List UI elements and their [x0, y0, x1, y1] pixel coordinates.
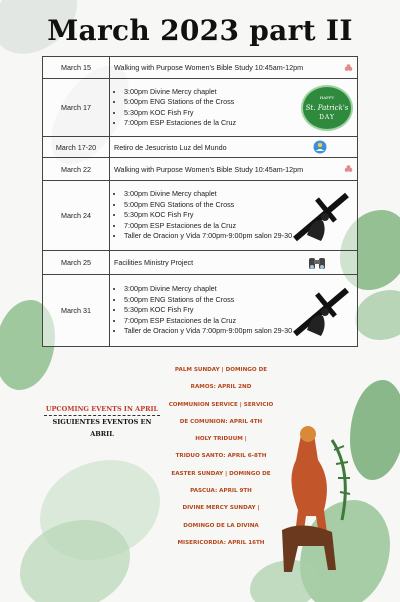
event-date: March 31	[43, 275, 110, 347]
list-item: • 5:00pm ENG Stations of the Cross	[124, 97, 353, 107]
upcoming-heading-en: UPCOMING EVENTS IN APRIL	[44, 403, 160, 416]
event-date: March 25	[43, 251, 110, 275]
st-patricks-day-badge-icon	[301, 85, 353, 131]
list-item: • 5:30pm KOC Fish Fry	[124, 210, 353, 220]
upcoming-events-box	[44, 403, 160, 440]
table-row	[43, 251, 358, 275]
list-item: HOLY TRIDUUM |	[195, 436, 247, 443]
shamrock-icon	[344, 63, 353, 72]
list-item: DOMINGO DE LA DIVINA	[183, 522, 259, 529]
event-date: March 17	[43, 79, 110, 137]
event-date: March 22	[43, 158, 110, 181]
upcoming-heading-es: SIGUIENTES EVENTOS EN ABRIL	[52, 418, 152, 438]
list-item: PALM SUNDAY | DOMINGO DE	[174, 367, 268, 373]
event-details	[110, 137, 358, 158]
table-row	[43, 275, 358, 347]
list-item: • Taller de Oracion y Vida 7:00pm-9:00pm salon 29-30	[124, 231, 353, 241]
event-item: Retiro de Jesucristo Luz del Mundo	[114, 142, 227, 152]
event-date: March 24	[43, 181, 110, 251]
list-item: EASTER SUNDAY | DOMINGO DE	[171, 470, 271, 477]
retreat-icon	[313, 140, 327, 154]
table-row	[43, 57, 358, 79]
list-item: DIVINE MERCY SUNDAY |	[182, 505, 260, 512]
list-item: PASCUA: APRIL 9TH	[190, 488, 252, 495]
table-row	[43, 137, 358, 158]
table-row	[43, 79, 358, 137]
event-item: Facilities Ministry Project	[114, 258, 194, 267]
schedule-table	[42, 56, 358, 347]
leaf-decoration	[350, 380, 400, 480]
event-details	[110, 79, 358, 137]
event-date: March 17-20	[43, 137, 110, 158]
list-item: TRIDUO SANTO: APRIL 6-8TH	[175, 453, 267, 460]
event-details	[110, 181, 358, 251]
list-item: • 7:00pm ESP Estaciones de la Cruz	[124, 316, 353, 326]
cross-bearing-icon	[287, 282, 353, 340]
list-item: • 5:00pm ENG Stations of the Cross	[124, 200, 353, 210]
list-item: • 3:00pm Divine Mercy chaplet	[124, 284, 353, 294]
list-item: • 7:00pm ESP Estaciones de la Cruz	[124, 118, 353, 128]
shamrock-icon	[344, 165, 353, 174]
event-date: March 15	[43, 57, 110, 79]
event-details	[110, 275, 358, 347]
event-details	[110, 251, 358, 275]
list-item: MISERICORDIA: APRIL 16TH	[177, 539, 265, 546]
list-item: DE COMUNION: APRIL 4TH	[179, 418, 263, 425]
badge-line: HAPPY	[319, 94, 335, 100]
badge-line: DAY	[319, 113, 335, 121]
leaf-decoration	[20, 520, 130, 602]
event-item: Walking with Purpose Women's Bible Study 10:45am-12pm	[114, 63, 304, 72]
event-details	[110, 57, 358, 79]
list-item: RAMOS: APRIL 2ND	[190, 384, 252, 391]
list-item: • 3:00pm Divine Mercy chaplet	[124, 189, 353, 199]
list-item: • 7:00pm ESP Estaciones de la Cruz	[124, 221, 353, 231]
badge-line: St. Patrick's	[305, 103, 349, 112]
binoculars-icon	[307, 255, 327, 271]
cross-bearing-icon	[287, 187, 353, 245]
leaf-decoration	[355, 290, 400, 340]
page-title: March 2023 part II	[47, 14, 353, 47]
list-item: • 5:30pm KOC Fish Fry	[124, 108, 353, 118]
list-item: COMMUNION SERVICE | SERVICIO	[168, 401, 274, 408]
list-item: • Taller de Oracion y Vida 7:00pm-9:00pm salon 29-30	[124, 326, 353, 336]
list-item: • 5:00pm ENG Stations of the Cross	[124, 295, 353, 305]
event-item: Walking with Purpose Women's Bible Study 10:45am-12pm	[114, 164, 304, 174]
palm-procession-illustration	[262, 420, 352, 580]
list-item: • 5:30pm KOC Fish Fry	[124, 305, 353, 315]
list-item: • 3:00pm Divine Mercy chaplet	[124, 87, 353, 97]
table-row	[43, 158, 358, 181]
event-details	[110, 158, 358, 181]
table-row	[43, 181, 358, 251]
